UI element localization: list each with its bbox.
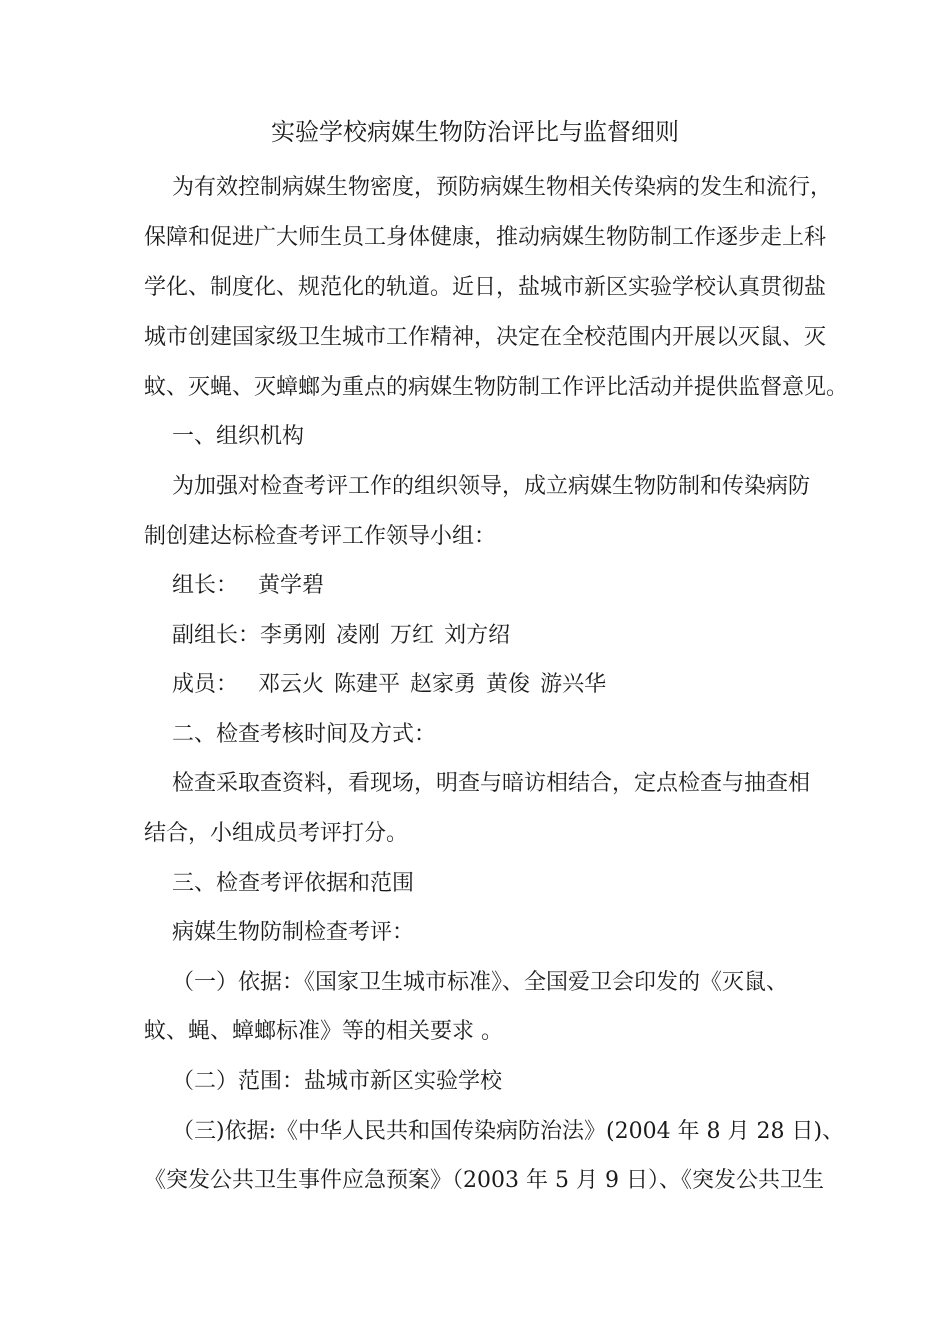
section1-text-line-2: 制创建达标检查考评工作领导小组： xyxy=(144,524,497,549)
member-name: 邓云火 xyxy=(258,672,325,697)
section2-heading: 二、检查考核时间及方式： xyxy=(172,722,437,747)
members-row xyxy=(172,670,616,700)
document-title: 实验学校病媒生物防治评比与监督细则 xyxy=(271,118,679,146)
section1-heading: 一、组织机构 xyxy=(172,424,305,449)
section3-intro: 病媒生物防制检查考评： xyxy=(172,920,415,945)
intro-line-2: 保障和促进广大师生员工身体健康，推动病媒生物防制工作逐步走上科 xyxy=(144,225,827,250)
item2-line: （二）范围：盐城市新区实验学校 xyxy=(172,1069,503,1094)
leader-row xyxy=(172,571,334,601)
member-name: 赵家勇 xyxy=(410,672,477,697)
deputy-name: 凌刚 xyxy=(336,623,381,648)
intro-line-1: 为有效控制病媒生物密度，预防病媒生物相关传染病的发生和流行， xyxy=(172,175,833,200)
member-name: 黄俊 xyxy=(486,672,531,697)
member-name: 陈建平 xyxy=(334,672,401,697)
item3-line-2: 《突发公共卫生事件应急预案》（2003 年 5 月 9 日）、《突发公共卫生 xyxy=(144,1168,824,1193)
section3-heading: 三、检查考评依据和范围 xyxy=(172,871,415,896)
deputy-name: 万红 xyxy=(390,623,435,648)
deputy-label: 副组长： xyxy=(172,623,261,648)
item1-line-1: （一）依据：《国家卫生城市标准》、全国爱卫会印发的《灭鼠、 xyxy=(172,970,789,995)
member-name: 游兴华 xyxy=(540,672,607,697)
deputy-name: 李勇刚 xyxy=(260,623,327,648)
intro-line-3: 学化、制度化、规范化的轨道。近日，盐城市新区实验学校认真贯彻盐 xyxy=(144,275,827,300)
section2-text-line-1: 检查采取查资料，看现场，明查与暗访相结合，定点检查与抽查相 xyxy=(172,771,811,796)
leader-name: 黄学碧 xyxy=(258,573,325,598)
section2-text-line-2: 结合，小组成员考评打分。 xyxy=(144,821,409,846)
item1-line-2: 蚊、蝇、蟑螂标准》等的相关要求 。 xyxy=(144,1019,503,1044)
intro-line-4: 城市创建国家级卫生城市工作精神，决定在全校范围内开展以灭鼠、灭 xyxy=(144,325,827,350)
leader-label: 组长： xyxy=(172,573,239,598)
intro-line-5: 蚊、灭蝇、灭蟑螂为重点的病媒生物防制工作评比活动并提供监督意见。 xyxy=(144,375,849,400)
item3-line-1: （三)依据:《中华人民共和国传染病防治法》(2004 年 8 月 28 日)、 xyxy=(172,1119,845,1144)
section1-text-line-1: 为加强对检查考评工作的组织领导，成立病媒生物防制和传染病防 xyxy=(172,474,811,499)
deputy-name: 刘方绍 xyxy=(444,623,511,648)
deputy-row xyxy=(172,621,520,651)
members-label: 成员： xyxy=(172,672,239,697)
